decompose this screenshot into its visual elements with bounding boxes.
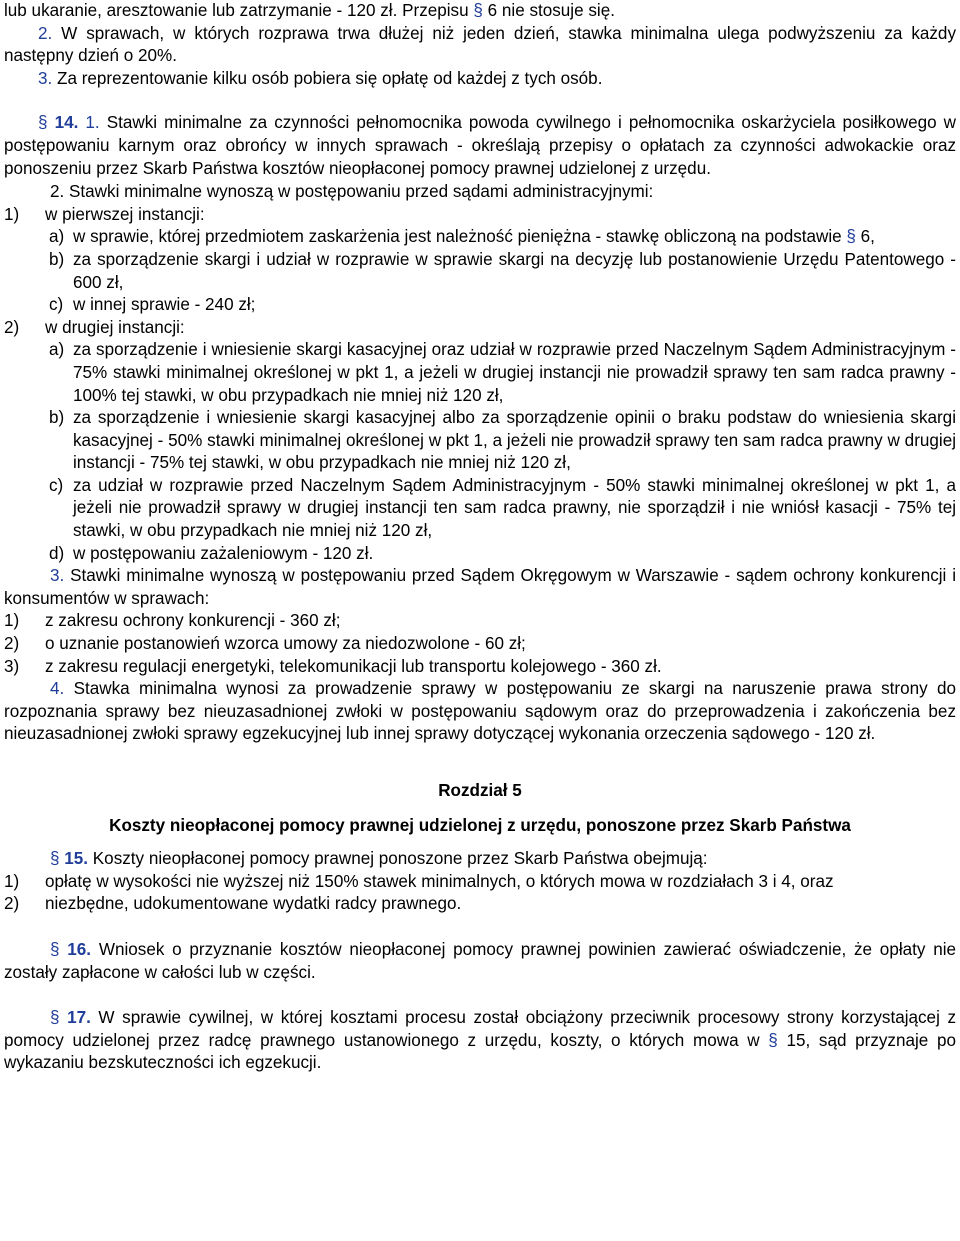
section-link[interactable]: § (768, 1030, 778, 1050)
list-text: za sporządzenie i wniesienie skargi kasacyjnej oraz udział w rozprawie przed Naczelnym Sądem Administracyjnym - 75% stawki minimalnej określonej w pkt 1, a jeżeli w drugiej instancji nie prowadził sprawy ten sam radca prawny - 100% tej stawki, w obu przypadkach nie mniej niż 120 zł, (73, 340, 956, 405)
list-number: 2) (4, 894, 20, 914)
chapter-title: Rozdział 5 (438, 781, 522, 800)
section-number: 14. (47, 113, 79, 133)
section-14-paragraph-3 (4, 565, 956, 610)
list-text: w innej sprawie - 240 zł; (73, 295, 256, 315)
list-number: 1) (4, 871, 20, 891)
list-text: 6, (855, 227, 875, 247)
section-number: 16. (59, 939, 92, 959)
section-link[interactable]: § (846, 227, 856, 247)
section-17 (4, 1007, 956, 1075)
item-text: Stawki minimalne wynoszą w postępowaniu przed sądami administracyjnymi: (64, 182, 654, 202)
chapter-subtitle: Koszty nieopłaconej pomocy prawnej udzielonej z urzędu, ponoszone przez Skarb Państwa (109, 815, 851, 835)
paragraph-item-3 (4, 68, 956, 91)
list-text: z zakresu regulacji energetyki, telekomunikacji lub transportu kolejowego - 360 zł. (45, 656, 662, 676)
list-item (4, 610, 956, 633)
list-text: opłatę w wysokości nie wyższej niż 150% stawek minimalnych, o których mowa w rozdziałach 3 i 4, oraz (45, 871, 834, 891)
list-number: 1) (4, 204, 20, 224)
list-text: w drugiej instancji: (45, 317, 185, 337)
list-number: 2) (4, 317, 20, 337)
item-text: W sprawie cywilnej, w której kosztami procesu został obciążony przeciwnik procesowy strony korzystającej z pomocy udzielonej przez radcę prawnego ustanowionego z urzędu, koszty, o których mowa w (4, 1008, 956, 1050)
item-number: 1. (78, 113, 100, 133)
list-text: za sporządzenie i wniesienie skargi kasacyjnej albo za sporządzenie opinii o braku podstaw do wniesienia skargi kasacyjnej - 50% stawki minimalnej określonej w pkt 1, a jeżeli nie prowadził sprawy ten sam radca prawny w drugiej instancji - 75% tej stawki, w obu przypadkach nie mniej niż 120 zł, (73, 408, 956, 473)
list-item (4, 633, 956, 656)
paragraph-top-continuation (4, 0, 956, 23)
sub-list-item (4, 226, 956, 249)
sub-list-item (4, 249, 956, 294)
item-number: 2. (50, 182, 65, 202)
list-letter: c) (49, 295, 64, 315)
section-number: 15. (59, 849, 89, 869)
section-14-paragraph-4 (4, 678, 956, 746)
sub-list-item (4, 339, 956, 407)
item-text: Koszty nieopłaconej pomocy prawnej ponoszone przez Skarb Państwa obejmują: (88, 849, 708, 869)
sub-list-item (4, 543, 956, 566)
item-number: 3. (50, 566, 65, 586)
list-text: za sporządzenie skargi i udział w rozprawie w sprawie skargi na decyzję lub postanowienie Urzędu Patentowego - 600 zł, (73, 249, 956, 292)
section-link[interactable]: § (50, 849, 60, 869)
list-text: o uznanie postanowień wzorca umowy za niedozwolone - 60 zł; (45, 634, 526, 654)
section-number: 17. (59, 1008, 91, 1028)
list-letter: b) (49, 249, 65, 269)
item-text: Stawka minimalna wynosi za prowadzenie sprawy w postępowaniu ze skargi na naruszenie prawa strony do rozpoznania sprawy bez nieuzasadnionej zwłoki w postępowaniu sądowym oraz do przeprowadzenia i zakończenia bez nieuzasadnionej zwłoki sprawy egzekucyjnej lub innej sprawy dotyczącej wykonania orzeczenia sądowego - 120 zł. (4, 679, 956, 744)
paragraph-item-2 (4, 23, 956, 68)
sub-list-item (4, 475, 956, 543)
section-14-paragraph-2 (4, 181, 956, 204)
item-number: 3. (38, 68, 53, 88)
list-number: 1) (4, 611, 20, 631)
list-letter: a) (49, 340, 65, 360)
list-item (4, 656, 956, 679)
list-text: w sprawie, której przedmiotem zaskarżenia jest należność pieniężna - stawkę obliczoną na podstawie (73, 227, 847, 247)
list-letter: b) (49, 408, 65, 428)
list-text: za udział w rozprawie przed Naczelnym Sądem Administracyjnym - 50% stawki minimalnej określonej w pkt 1, a jeżeli nie prowadził sprawy w drugiej instancji ten sam radca prawny, nie sporządził i nie wniósł kasacji - 75% tej stawki, w obu przypadkach nie mniej niż 120 zł, (73, 475, 956, 541)
section-link[interactable]: § (50, 939, 60, 959)
item-text: Za reprezentowanie kilku osób pobiera się opłatę od każdej z tych osób. (52, 68, 603, 88)
list-item (4, 204, 956, 227)
list-text: w postępowaniu zażaleniowym - 120 zł. (73, 543, 374, 563)
item-text: Wniosek o przyznanie kosztów nieopłaconej pomocy prawnej powinien zawierać oświadczenie, że opłaty nie zostały zapłacone w całości lub w części. (4, 939, 957, 982)
item-text: W sprawach, w których rozprawa trwa dłużej niż jeden dzień, stawka minimalna ulega podwyższeniu za każdy następny dzień o 20%. (4, 23, 956, 66)
item-number: 4. (50, 679, 65, 699)
text: lub ukaranie, aresztowanie lub zatrzymanie - 120 zł. Przepisu (4, 1, 474, 20)
section-link[interactable]: § (473, 1, 483, 20)
item-text: Stawki minimalne za czynności pełnomocnika powoda cywilnego i pełnomocnika oskarżyciela posiłkowego w postępowaniu karnym oraz obrońcy w innych sprawach - określają przepisy o opłatach za czynności adwokackie oraz ponoszeniu przez Skarb Państwa kosztów nieopłaconej pomocy prawnej udzielonej z urzędu. (4, 113, 957, 178)
list-item (4, 317, 956, 340)
list-text: w pierwszej instancji: (45, 204, 205, 224)
section-14-paragraph-1 (4, 112, 956, 180)
list-letter: c) (49, 475, 64, 495)
list-number: 2) (4, 634, 20, 654)
item-number: 2. (38, 23, 53, 43)
section-link[interactable]: § (50, 1008, 60, 1028)
list-letter: d) (49, 543, 65, 563)
list-letter: a) (49, 227, 65, 247)
list-text: niezbędne, udokumentowane wydatki radcy prawnego. (45, 894, 462, 914)
list-number: 3) (4, 656, 20, 676)
section-link[interactable]: § (38, 113, 48, 133)
section-16 (4, 939, 956, 984)
sub-list-item (4, 407, 956, 475)
list-text: z zakresu ochrony konkurencji - 360 zł; (45, 611, 341, 631)
item-text: Stawki minimalne wynoszą w postępowaniu przed Sądem Okręgowym w Warszawie - sądem ochrony konkurencji i konsumentów w sprawach: (4, 566, 956, 608)
item-text: 15, sąd przyznaje po wykazaniu bezskuteczności ich egzekucji. (4, 1030, 956, 1073)
sub-list-item (4, 294, 956, 317)
list-item (4, 871, 956, 894)
section-15-intro (4, 848, 956, 871)
list-item (4, 893, 956, 916)
text: 6 nie stosuje się. (482, 1, 615, 20)
